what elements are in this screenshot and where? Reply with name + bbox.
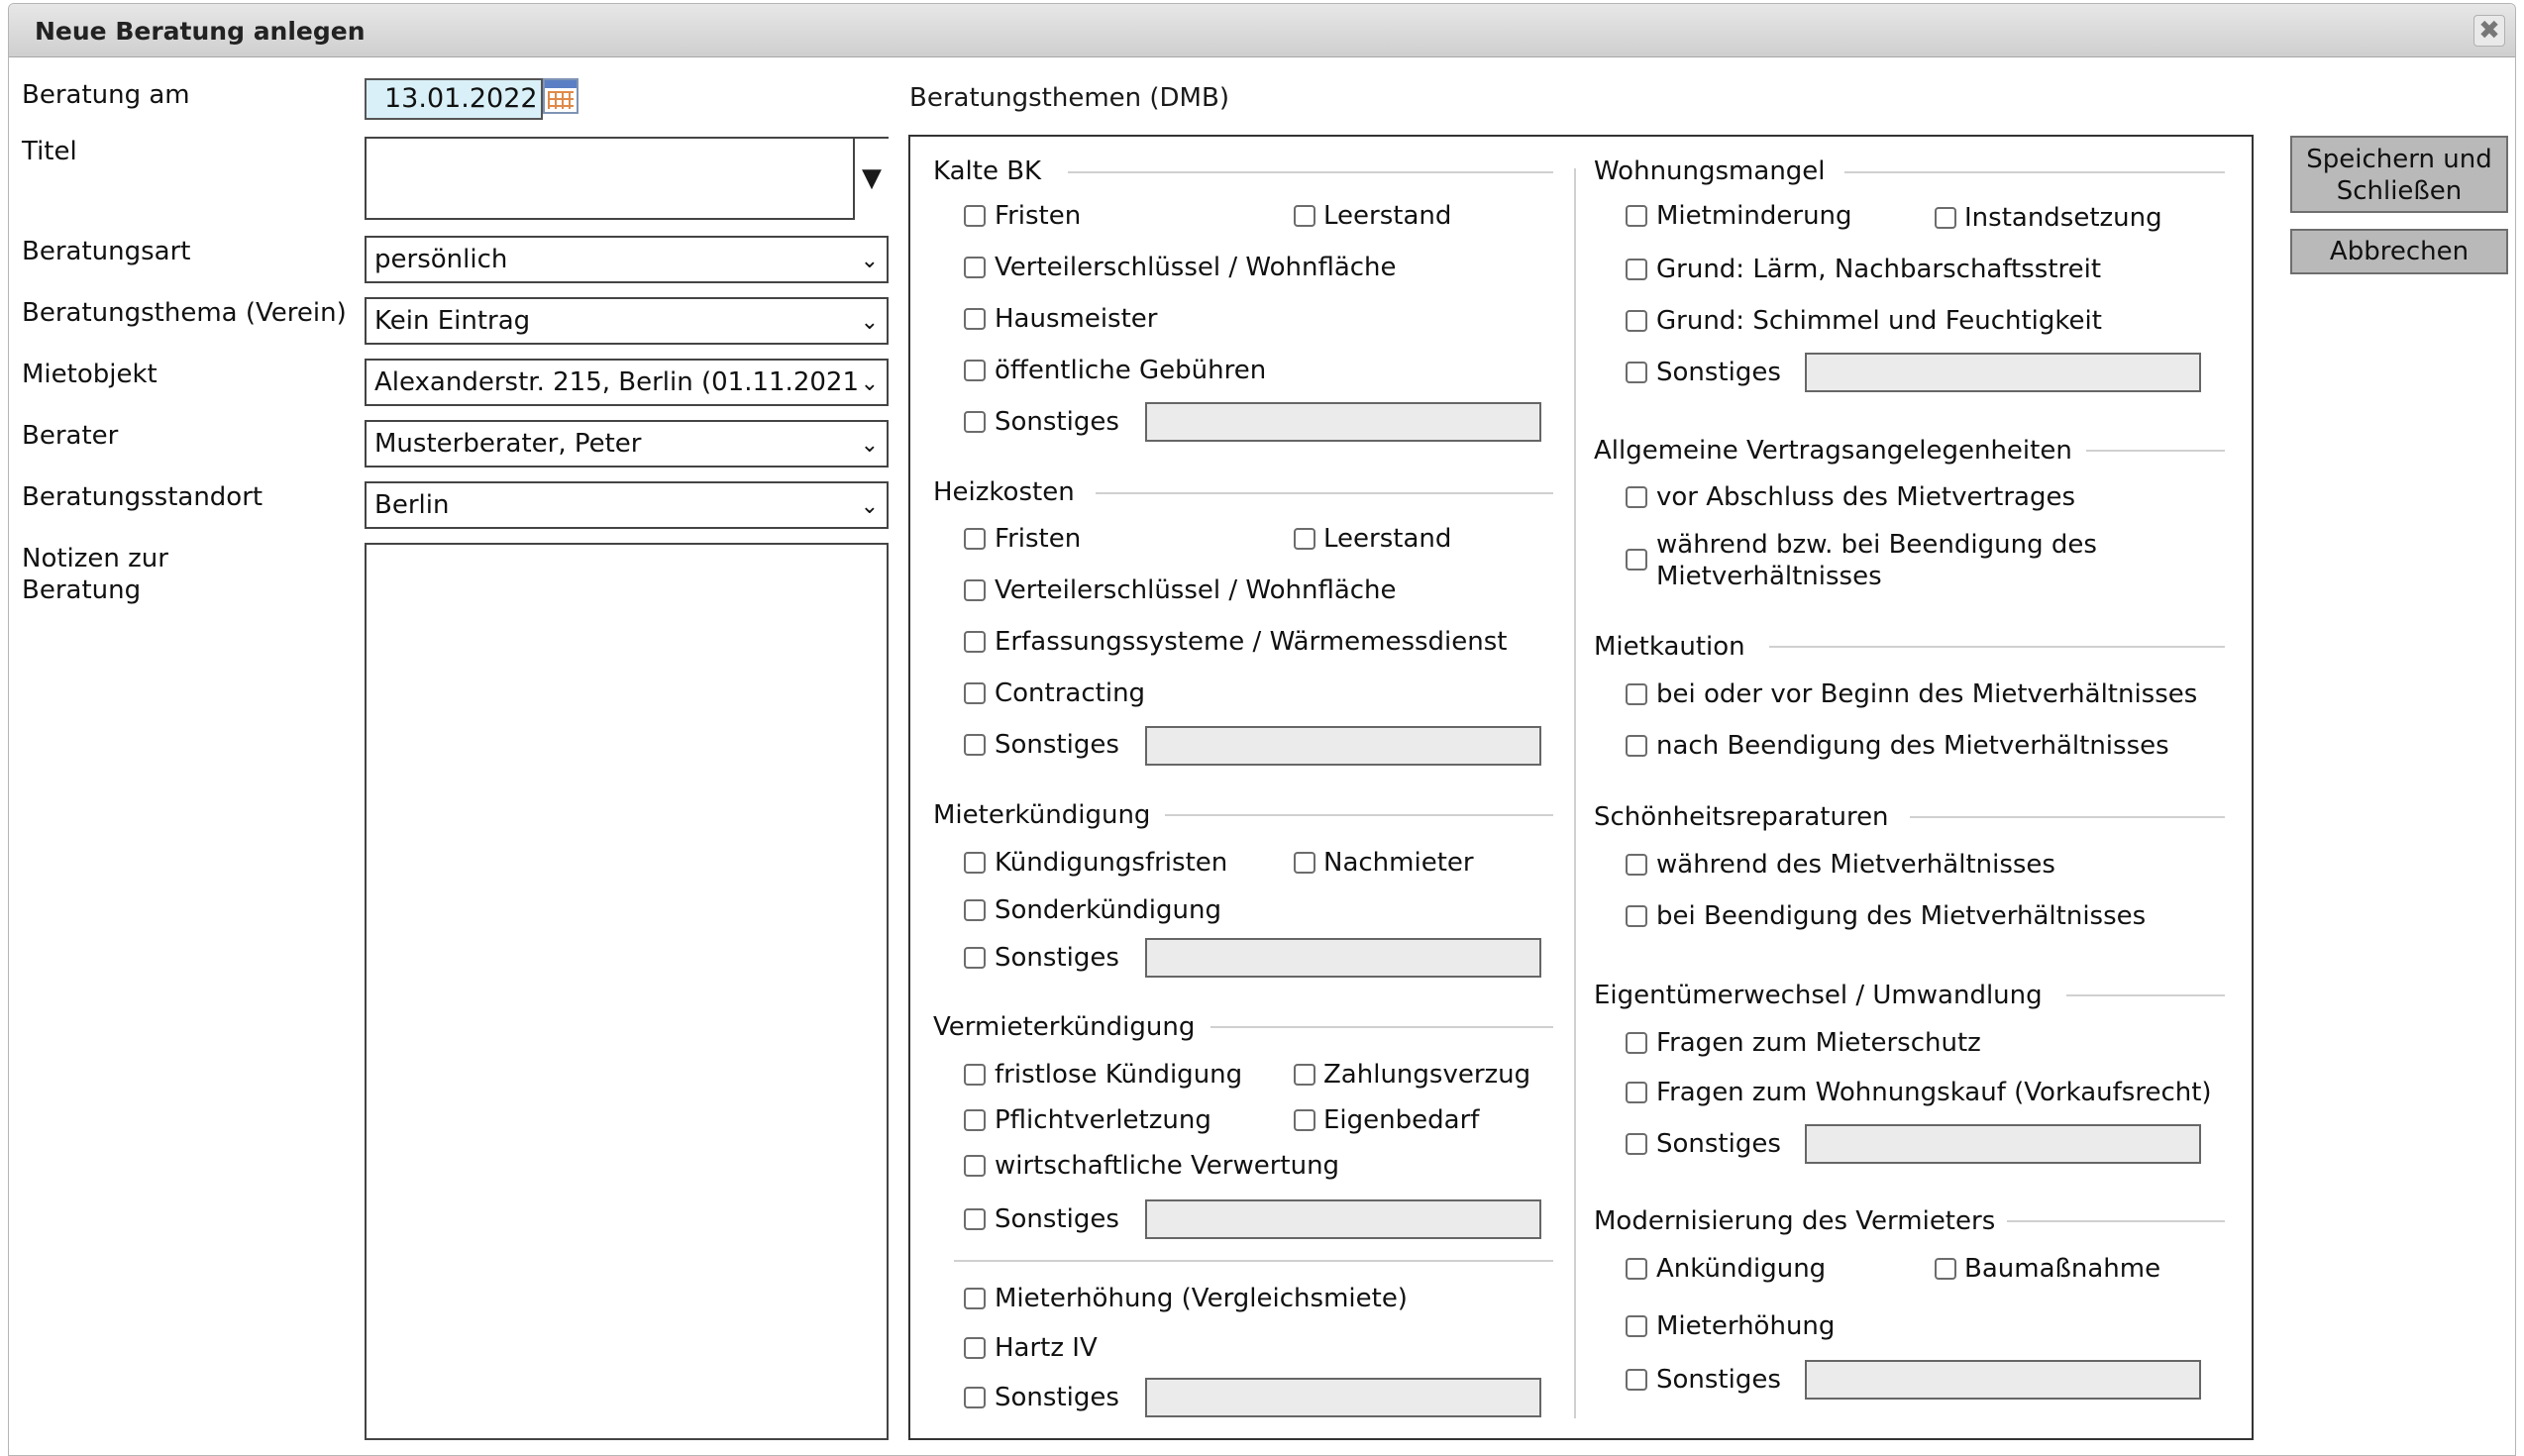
label-kalte-gebuehren: öffentliche Gebühren: [995, 356, 1267, 385]
close-icon: ✖: [2478, 16, 2500, 46]
objekt-select[interactable]: [365, 359, 889, 406]
section-title-modernisierung: Modernisierung des Vermieters: [1594, 1206, 1996, 1236]
notes-label-line2: Beratung: [22, 575, 142, 605]
chevron-down-icon: ⌄: [860, 249, 879, 273]
section-title-eigentuemer: Eigentümerwechsel / Umwandlung: [1594, 981, 2043, 1010]
checkbox-kalte-fristen[interactable]: [964, 205, 986, 227]
berater-select[interactable]: [365, 420, 889, 468]
title-input[interactable]: [365, 137, 889, 220]
label-kaution-beginn: bei oder vor Beginn des Mietverhältnisses: [1656, 679, 2198, 709]
save-button-line1: Speichern und: [2306, 145, 2492, 174]
checkbox-hartz[interactable]: [964, 1337, 986, 1359]
input-mod-sonstiges[interactable]: [1805, 1360, 2201, 1400]
art-select[interactable]: [365, 236, 889, 283]
label-mod-sonstiges: Sonstiges: [1656, 1365, 1781, 1395]
checkbox-mieter-nachmieter[interactable]: [1294, 852, 1315, 874]
label-mieterhoehung: Mieterhöhung (Vergleichsmiete): [995, 1284, 1408, 1313]
section-divider: [1210, 1026, 1553, 1028]
checkbox-heiz-contracting[interactable]: [964, 682, 986, 704]
close-button[interactable]: [2473, 15, 2505, 47]
checkbox-wohn-sonstiges[interactable]: [1626, 362, 1647, 383]
checkbox-mod-mieterhoehung[interactable]: [1626, 1315, 1647, 1337]
label-kalte-hausmeister: Hausmeister: [995, 304, 1158, 334]
label-instandsetzung: Instandsetzung: [1964, 203, 2162, 233]
checkbox-eig-sonstiges[interactable]: [1626, 1133, 1647, 1155]
chevron-down-icon: ⌄: [860, 433, 879, 458]
label-mieter-fristen: Kündigungsfristen: [995, 848, 1228, 878]
berater-label: Berater: [22, 421, 119, 451]
checkbox-minderung[interactable]: [1626, 205, 1647, 227]
section-divider: [1096, 492, 1553, 494]
label-hartz: Hartz IV: [995, 1333, 1098, 1363]
checkbox-mod-baumassnahme[interactable]: [1935, 1258, 1956, 1280]
checkbox-laerm[interactable]: [1626, 259, 1647, 280]
label-eig-schutz: Fragen zum Mieterschutz: [1656, 1028, 1981, 1058]
date-value: 13.01.2022: [384, 83, 538, 114]
thema-label: Beratungsthema (Verein): [22, 298, 347, 328]
label-heiz-sonstiges: Sonstiges: [995, 730, 1119, 760]
section-divider: [1910, 816, 2225, 818]
label-heiz-verteiler: Verteilerschlüssel / Wohnfläche: [995, 575, 1397, 605]
title-dropdown-button[interactable]: [853, 139, 889, 220]
section-title-mieterkuendigung: Mieterkündigung: [933, 800, 1151, 830]
section-divider: [2086, 450, 2225, 452]
checkbox-schimmel[interactable]: [1626, 310, 1647, 332]
thema-value: Kein Eintrag: [374, 306, 531, 336]
checkbox-verm-eigenbedarf[interactable]: [1294, 1109, 1315, 1131]
checkbox-kalte-verteiler[interactable]: [964, 257, 986, 278]
label-verm-eigenbedarf: Eigenbedarf: [1323, 1105, 1480, 1135]
label-kalte-leerstand: Leerstand: [1323, 201, 1452, 231]
label-verm-zahlung: Zahlungsverzug: [1323, 1060, 1531, 1090]
checkbox-vertrag-waehrend[interactable]: [1626, 549, 1647, 571]
checkbox-kaution-ende[interactable]: [1626, 735, 1647, 757]
checkbox-heiz-leerstand[interactable]: [1294, 528, 1315, 550]
checkbox-kaution-beginn[interactable]: [1626, 683, 1647, 705]
label-kalte-fristen: Fristen: [995, 201, 1082, 231]
input-misc-sonstiges[interactable]: [1145, 1378, 1541, 1417]
label-mod-baumassnahme: Baumaßnahme: [1964, 1254, 2161, 1284]
label-schoen-waehrend: während des Mietverhältnisses: [1656, 850, 2055, 880]
art-value: persönlich: [374, 245, 508, 274]
label-heiz-leerstand: Leerstand: [1323, 524, 1452, 554]
label-schimmel: Grund: Schimmel und Feuchtigkeit: [1656, 306, 2102, 336]
checkbox-mieterhoehung[interactable]: [964, 1288, 986, 1309]
section-divider: [1165, 814, 1553, 816]
label-kalte-verteiler: Verteilerschlüssel / Wohnfläche: [995, 253, 1397, 282]
input-kalte-sonstiges[interactable]: [1145, 402, 1541, 442]
label-kalte-sonstiges: Sonstiges: [995, 407, 1119, 437]
label-verm-verwertung: wirtschaftliche Verwertung: [995, 1151, 1340, 1181]
label-vertrag-waehrend-line2: Mietverhältnisses: [1656, 562, 1882, 591]
date-label: Beratung am: [22, 80, 190, 110]
section-title-kaution: Mietkaution: [1594, 632, 1745, 662]
checkbox-misc-sonstiges[interactable]: [964, 1387, 986, 1408]
checkbox-schoen-beendigung[interactable]: [1626, 905, 1647, 927]
checkbox-kalte-sonstiges[interactable]: [964, 411, 986, 433]
label-mod-mieterhoehung: Mieterhöhung: [1656, 1311, 1836, 1341]
label-heiz-contracting: Contracting: [995, 678, 1146, 708]
label-laerm: Grund: Lärm, Nachbarschaftsstreit: [1656, 255, 2102, 284]
label-vertrag-vor: vor Abschluss des Mietvertrages: [1656, 482, 2076, 512]
label-eig-sonstiges: Sonstiges: [1656, 1129, 1781, 1159]
label-kaution-ende: nach Beendigung des Mietverhältnisses: [1656, 731, 2169, 761]
input-mieter-sonstiges[interactable]: [1145, 938, 1541, 978]
label-vertrag-waehrend-line1: während bzw. bei Beendigung des: [1656, 530, 2097, 560]
checkbox-mieter-sonstiges[interactable]: [964, 947, 986, 969]
column-divider: [1574, 168, 1576, 1418]
label-verm-pflicht: Pflichtverletzung: [995, 1105, 1211, 1135]
dialog-title: Neue Beratung anlegen: [35, 17, 366, 46]
label-minderung: Mietminderung: [1656, 201, 1852, 231]
label-mieter-sonder: Sonderkündigung: [995, 895, 1221, 925]
berater-value: Musterberater, Peter: [374, 429, 642, 459]
label-mod-ankuendigung: Ankündigung: [1656, 1254, 1827, 1284]
checkbox-vertrag-vor[interactable]: [1626, 486, 1647, 508]
standort-value: Berlin: [374, 490, 450, 520]
input-verm-sonstiges[interactable]: [1145, 1199, 1541, 1239]
section-title-schoenheit: Schönheitsreparaturen: [1594, 802, 1889, 832]
art-label: Beratungsart: [22, 237, 191, 266]
label-heiz-erfassung: Erfassungssysteme / Wärmemessdienst: [995, 627, 1508, 657]
label-mieter-sonstiges: Sonstiges: [995, 943, 1119, 973]
chevron-down-icon: ⌄: [860, 494, 879, 519]
section-title-wohnungsmangel: Wohnungsmangel: [1594, 156, 1826, 186]
section-title-kalte-bk: Kalte BK: [933, 156, 1042, 186]
title-label: Titel: [22, 137, 77, 166]
checkbox-kalte-leerstand[interactable]: [1294, 205, 1315, 227]
section-title-vermieterkuendigung: Vermieterkündigung: [933, 1012, 1196, 1042]
checkbox-schoen-waehrend[interactable]: [1626, 854, 1647, 876]
checkbox-eig-kauf[interactable]: [1626, 1082, 1647, 1103]
input-wohn-sonstiges[interactable]: [1805, 353, 2201, 392]
label-verm-fristlos: fristlose Kündigung: [995, 1060, 1243, 1090]
section-title-heizkosten: Heizkosten: [933, 477, 1075, 507]
input-heiz-sonstiges[interactable]: [1145, 726, 1541, 766]
checkbox-heiz-fristen[interactable]: [964, 528, 986, 550]
checkbox-verm-pflicht[interactable]: [964, 1109, 986, 1131]
objekt-value: Alexanderstr. 215, Berlin (01.11.2021: [374, 367, 859, 397]
checkbox-kalte-gebuehren[interactable]: [964, 360, 986, 381]
caret-down-icon: ▼: [862, 163, 882, 193]
standort-label: Beratungsstandort: [22, 482, 263, 512]
section-divider: [2007, 1220, 2225, 1222]
chevron-down-icon: ⌄: [860, 371, 879, 396]
label-misc-sonstiges: Sonstiges: [995, 1383, 1119, 1412]
standort-select[interactable]: [365, 481, 889, 529]
date-input[interactable]: [365, 78, 543, 120]
checkbox-eig-schutz[interactable]: [1626, 1032, 1647, 1054]
save-and-close-button[interactable]: [2290, 136, 2508, 213]
checkbox-mieter-fristen[interactable]: [964, 852, 986, 874]
checkbox-mieter-sonder[interactable]: [964, 899, 986, 921]
section-divider: [1769, 646, 2225, 648]
chevron-down-icon: ⌄: [860, 310, 879, 335]
label-mieter-nachmieter: Nachmieter: [1323, 848, 1474, 878]
checkbox-verm-zahlung[interactable]: [1294, 1064, 1315, 1086]
topics-heading: Beratungsthemen (DMB): [909, 83, 1229, 113]
save-button-line2: Schließen: [2336, 176, 2463, 206]
section-divider: [1068, 171, 1553, 173]
checkbox-kalte-hausmeister[interactable]: [964, 308, 986, 330]
calendar-icon[interactable]: [543, 78, 578, 114]
label-eig-kauf: Fragen zum Wohnungskauf (Vorkaufsrecht): [1656, 1078, 2212, 1107]
dialog-titlebar[interactable]: [9, 4, 2515, 57]
cancel-button[interactable]: Abbrechen: [2290, 229, 2508, 274]
checkbox-heiz-sonstiges[interactable]: [964, 734, 986, 756]
section-divider: [2066, 994, 2225, 996]
checkbox-heiz-verteiler[interactable]: [964, 579, 986, 601]
thema-select[interactable]: [365, 297, 889, 345]
section-divider: [1844, 171, 2225, 173]
input-eig-sonstiges[interactable]: [1805, 1124, 2201, 1164]
label-schoen-beendigung: bei Beendigung des Mietverhältnisses: [1656, 901, 2147, 931]
checkbox-verm-fristlos[interactable]: [964, 1064, 986, 1086]
checkbox-mod-sonstiges[interactable]: [1626, 1369, 1647, 1391]
notes-label-line1: Notizen zur: [22, 544, 168, 573]
label-heiz-fristen: Fristen: [995, 524, 1082, 554]
checkbox-instandsetzung[interactable]: [1935, 207, 1956, 229]
notes-textarea[interactable]: [365, 543, 889, 1440]
objekt-label: Mietobjekt: [22, 360, 158, 389]
label-wohn-sonstiges: Sonstiges: [1656, 358, 1781, 387]
checkbox-verm-sonstiges[interactable]: [964, 1208, 986, 1230]
label-verm-sonstiges: Sonstiges: [995, 1204, 1119, 1234]
section-divider: [954, 1260, 1553, 1262]
checkbox-heiz-erfassung[interactable]: [964, 631, 986, 653]
checkbox-mod-ankuendigung[interactable]: [1626, 1258, 1647, 1280]
checkbox-verm-verwertung[interactable]: [964, 1155, 986, 1177]
section-title-vertrag: Allgemeine Vertragsangelegenheiten: [1594, 436, 2072, 466]
